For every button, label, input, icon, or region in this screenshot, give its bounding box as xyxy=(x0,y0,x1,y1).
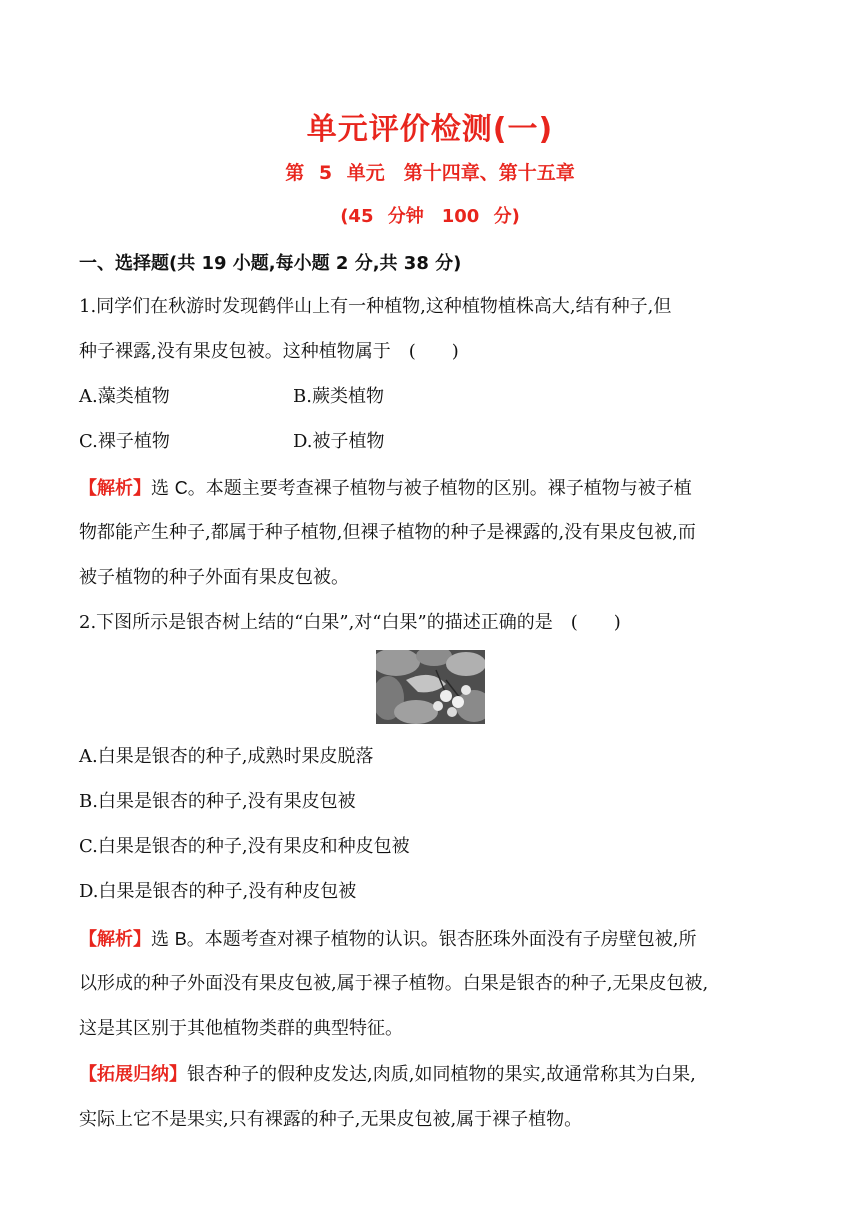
q2-option-b: B.白果是银杏的种子,没有果皮包被 xyxy=(79,791,356,812)
q2-analysis-tag: 【解析】 xyxy=(79,929,151,950)
q2-analysis-prefix: 选 xyxy=(151,929,175,950)
q2-stem: 2.下图所示是银杏树上结的“白果”,对“白果”的描述正确的是 ( ) xyxy=(79,612,621,633)
q1-analysis-prefix: 选 xyxy=(151,478,175,499)
q2-extend-line2: 实际上它不是果实,只有裸露的种子,无果皮包被,属于裸子植物。 xyxy=(79,1109,583,1130)
q1-analysis-text1: 。本题主要考查裸子植物与被子植物的区别。裸子植物与被子植 xyxy=(187,478,692,499)
q2-analysis-text1: 。本题考查对裸子植物的认识。银杏胚珠外面没有子房壁包被,所 xyxy=(186,929,697,950)
q2-analysis-line3: 这是其区别于其他植物类群的典型特征。 xyxy=(79,1018,403,1039)
q2-analysis-answer: B xyxy=(174,929,187,949)
q1-option-c: C.裸子植物 xyxy=(79,431,170,452)
q1-analysis-tag: 【解析】 xyxy=(79,478,151,499)
q2-option-d: D.白果是银杏的种子,没有种皮包被 xyxy=(79,881,357,902)
q1-option-a: A.藻类植物 xyxy=(79,386,170,407)
q1-analysis-line3: 被子植物的种子外面有果皮包被。 xyxy=(79,567,349,588)
q1-stem-line2: 种子裸露,没有果皮包被。这种植物属于 ( ) xyxy=(79,341,459,362)
ginkgo-photo-image xyxy=(376,650,485,724)
q2-extend-line1 xyxy=(79,1063,696,1087)
q1-analysis-line1 xyxy=(79,476,692,501)
q1-option-d: D.被子植物 xyxy=(293,431,385,452)
q1-analysis-line2: 物都能产生种子,都属于种子植物,但裸子植物的种子是裸露的,没有果皮包被,而 xyxy=(79,522,696,543)
q1-stem-line1: 1.同学们在秋游时发现鹤伴山上有一种植物,这种植物植株高大,结有种子,但 xyxy=(79,296,672,317)
ginkgo-photo xyxy=(376,650,485,724)
unit-subtitle: 第 5 单元 第十四章、第十五章 xyxy=(285,162,575,184)
time-and-score: (45 分钟 100 分) xyxy=(340,206,520,227)
q2-option-a: A.白果是银杏的种子,成熟时果皮脱落 xyxy=(79,746,374,767)
q2-analysis-line2: 以形成的种子外面没有果皮包被,属于裸子植物。白果是银杏的种子,无果皮包被, xyxy=(79,973,709,994)
section-heading: 一、选择题(共 19 小题,每小题 2 分,共 38 分) xyxy=(79,253,462,274)
q2-analysis-line1 xyxy=(79,927,696,952)
q1-option-b: B.蕨类植物 xyxy=(293,386,384,407)
q2-extend-tag: 【拓展归纳】 xyxy=(79,1064,187,1085)
page-title: 单元评价检测(一) xyxy=(306,112,554,147)
q2-extend-text1: 银杏种子的假种皮发达,肉质,如同植物的果实,故通常称其为白果, xyxy=(187,1064,696,1085)
q1-analysis-answer: C xyxy=(174,478,188,498)
q2-option-c: C.白果是银杏的种子,没有果皮和种皮包被 xyxy=(79,836,410,857)
